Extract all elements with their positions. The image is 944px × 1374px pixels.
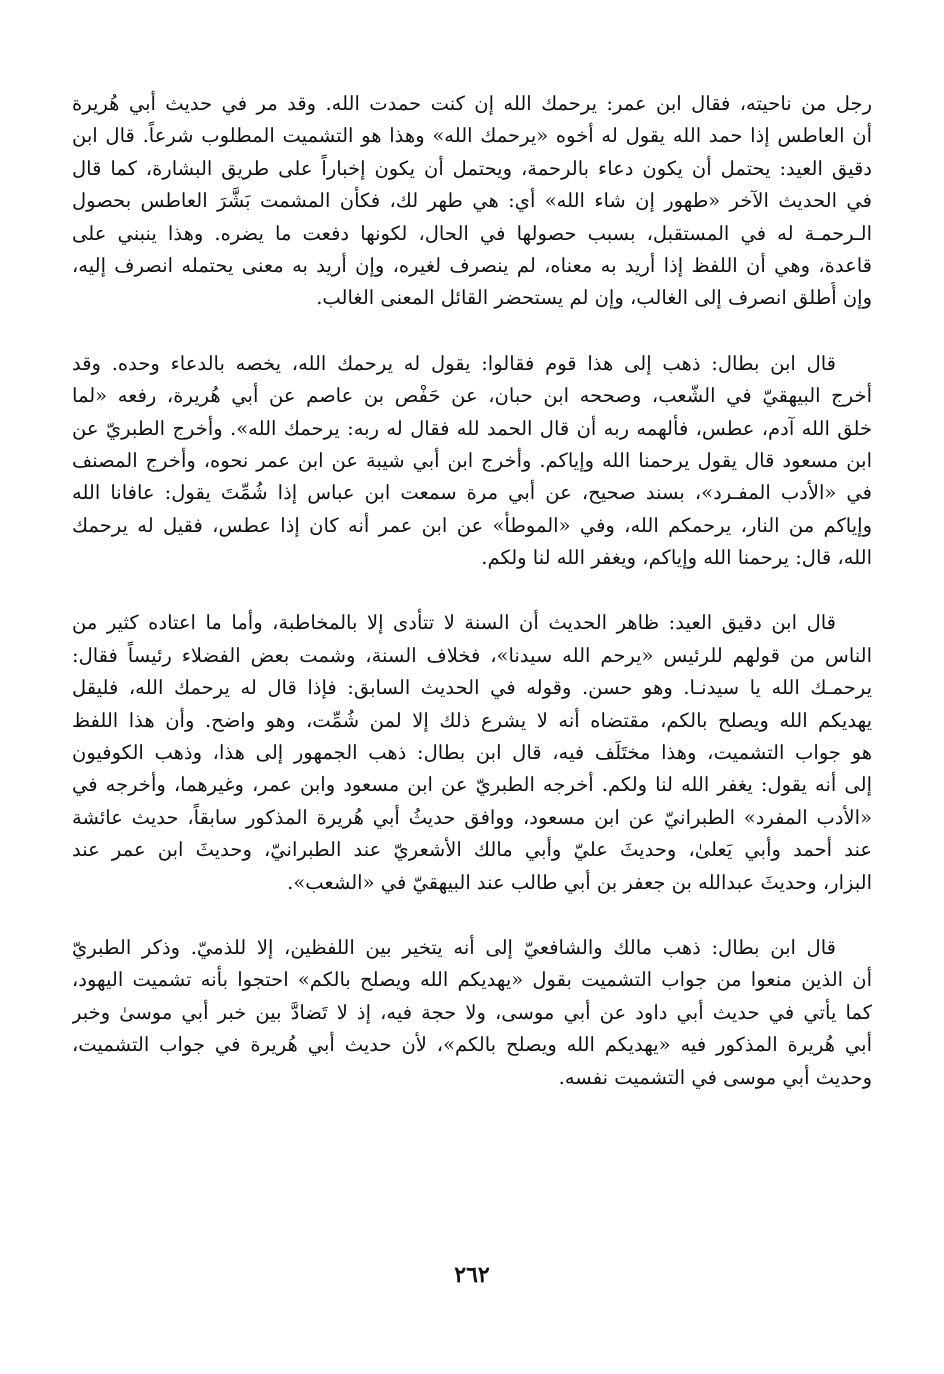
text-line: يرحمـك الله يا سيدنـا. وهو حسن. وقوله في الحديث السابق: فإذا قال له يرحمك الله، فليقل	[72, 676, 872, 700]
paragraph-3	[72, 607, 872, 899]
text-line: دقيق العيد: يحتمل أن يكون دعاء بالرحمة، ويحتمل أن يكون إخباراً على طريق البشارة، كما قال	[72, 156, 872, 180]
text-line: أن الذين منعوا من جواب التشميت بقول «يهديكم الله ويصلح بالكم» احتجوا بأنه تشميت اليهود،	[72, 968, 872, 992]
text-line: عند أحمد وأبي يَعلىٰ، وحديثَ عليّ وأبي مالك الأشعريّ عند الطبرانيّ، وحديثَ ابن عمر عند	[72, 838, 872, 862]
paragraph-2	[72, 348, 872, 575]
text-line: وحديث أبي موسى في التشميت نفسه.	[558, 1065, 872, 1089]
text-line: قال ابن بطال: ذهب إلى هذا قوم فقالوا: يقول له يرحمك الله، يخصه بالدعاء وحده. وقد	[72, 351, 836, 375]
text-line: قال ابن بطال: ذهب مالك والشافعيّ إلى أنه يتخير بين اللفظين، إلا للذميّ. وذكر الطبريّ	[72, 935, 836, 959]
text-line: أن العاطس إذا حمد الله يقول له أخوه «يرحمك الله» وهذا هو التشميت المطلوب شرعاً. قال ابن	[72, 124, 872, 148]
text-line: قال ابن دقيق العيد: ظاهر الحديث أن السنة لا تتأدى إلا بالمخاطبة، وأما ما اعتاده كثير من	[72, 611, 836, 635]
paragraph-gap	[72, 899, 872, 932]
text-line: إلى أنه يقول: يغفر الله لنا ولكم. أخرجه الطبريّ عن ابن مسعود وابن عمر، وغيرهما، وأخرجه في	[72, 773, 872, 797]
text-line: البزار، وحديثَ عبدالله بن جعفر بن أبي طالب عند البيهقيّ في «الشعب».	[287, 870, 872, 894]
text-line: هو جواب التشميت، وهذا مختَلَف فيه، قال ابن بطال: ذهب الجمهور إلى هذا، وذهب الكوفيون	[72, 741, 872, 765]
paragraph-4	[72, 932, 872, 1094]
text-line: وإياكم من النار، يرحمكم الله، وفي «الموطأ» عن ابن عمر أنه كان إذا عطس، فقيل له يرحمك	[72, 513, 872, 537]
text-line: «الأدب المفرد» الطبرانيّ عن ابن مسعود، ووافق حديثُ أبي هُريرة المذكور سابقاً، حديث عائشة	[72, 805, 872, 829]
text-line: أخرج البيهقيّ في الشّعب، وصححه ابن حبان، عن حَفْص بن عاصم عن أبي هُريرة، رفعه «لما	[72, 384, 872, 408]
page-body	[72, 88, 872, 1094]
paragraph-1	[72, 88, 872, 315]
paragraph-gap	[72, 315, 872, 348]
text-line: أبي هُريرة المذكور فيه «يهديكم الله ويصلح بالكم»، لأن حديث أبي هُريرة في جواب التشميت،	[72, 1033, 872, 1057]
text-line: رجل من ناحيته، فقال ابن عمر: يرحمك الله إن كنت حمدت الله. وقد مر في حديث أبي هُريرة	[72, 92, 872, 115]
text-line: قاعدة، وهي أن اللفظ إذا أريد به معناه، لم ينصرف لغيره، وإن أريد به معنى يحتمله انصرف إليه،	[72, 253, 872, 277]
text-line: يهديكم الله ويصلح بالكم، مقتضاه أنه لا يشرع ذلك إلا لمن شُمِّت، وهو واضح. وأن هذا اللفظ	[72, 708, 872, 732]
page-number: ٢٦٢	[454, 1262, 490, 1288]
text-line: الله، قال: يرحمنا الله وإياكم، ويغفر الله لنا ولكم.	[481, 546, 872, 570]
text-line: وإن أُطلق انصرف إلى الغالب، وإن لم يستحضر القائل المعنى الغالب.	[316, 286, 872, 310]
text-line: خلق الله آدم، عطس، فألهمه ربه أن قال الحمد لله فقال له ربه: يرحمك الله». وأخرج الطبريّ عن	[72, 416, 872, 440]
text-line: كما يأتي في حديث أبي داود عن أبي موسى، ولا حجة فيه، إذ لا تَضادَّ بين خبر أبي موسىٰ وخبر	[72, 1000, 872, 1024]
text-line: في «الأدب المفـرد»، بسند صحيح، عن أبي مرة سمعت ابن عباس إذا شُمِّتَ يقول: عافانا الله	[72, 481, 872, 505]
text-line: في الحديث الآخر «طهور إن شاء الله» أي: هي طهر لك، فكأن المشمت بَشَّرَ العاطس بحصول	[72, 189, 872, 213]
text-line: الناس من قولهم للرئيس «يرحم الله سيدنا»، فخلاف السنة، وشمت بعض الفضلاء رئيساً فقال:	[72, 643, 872, 667]
text-line: الـرحمـة له في المستقبل، بسبب حصولها في الحال، لكونها دفعت ما يضره. وهذا ينبني على	[72, 221, 872, 245]
text-line: ابن مسعود قال يقول يرحمنا الله وإياكم. وأخرج ابن أبي شيبة عن ابن عمر نحوه، وأخرج المصنف	[72, 448, 872, 472]
paragraph-gap	[72, 574, 872, 607]
